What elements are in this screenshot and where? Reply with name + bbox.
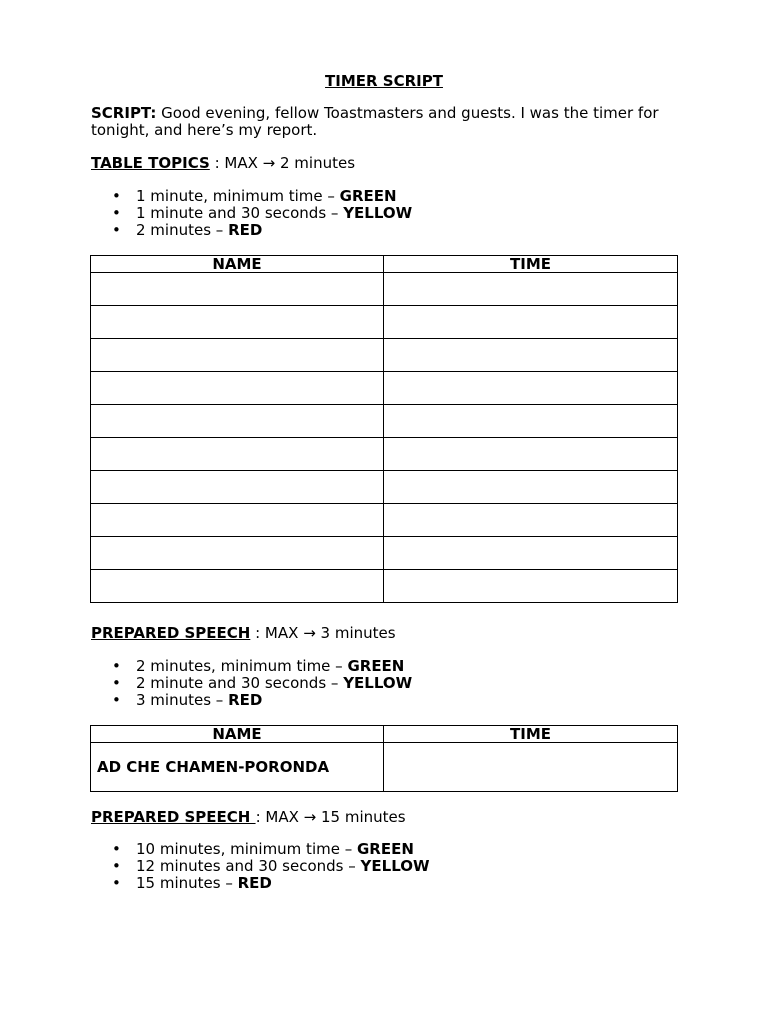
- color-label: RED: [228, 221, 263, 239]
- bullet-list-table-topics: [91, 188, 412, 239]
- bullet-text: 15 minutes –: [136, 874, 238, 892]
- table-row: [91, 306, 678, 339]
- bullet-icon: •: [112, 204, 121, 222]
- time-cell[interactable]: [384, 339, 678, 372]
- table-row: [91, 504, 678, 537]
- name-cell[interactable]: [91, 405, 384, 438]
- bullet-icon: •: [112, 221, 121, 239]
- name-cell[interactable]: [91, 438, 384, 471]
- color-label: RED: [228, 691, 263, 709]
- table-row: [91, 339, 678, 372]
- section-heading-table-topics: [91, 155, 691, 172]
- arrow-icon: →: [303, 808, 317, 826]
- list-item: [91, 692, 412, 709]
- time-cell[interactable]: [384, 537, 678, 570]
- page-title: TIMER SCRIPT: [325, 72, 443, 90]
- list-item: [91, 222, 412, 239]
- column-header-time: TIME: [384, 726, 678, 743]
- limit-value: 3 minutes: [315, 624, 396, 642]
- bullet-icon: •: [112, 840, 121, 858]
- table-topics-table: [90, 255, 678, 603]
- name-cell[interactable]: [91, 306, 384, 339]
- color-label: GREEN: [347, 657, 405, 675]
- bullet-text: 3 minutes –: [136, 691, 229, 709]
- section-title: PREPARED SPEECH: [91, 808, 256, 826]
- name-cell[interactable]: [91, 471, 384, 504]
- name-cell[interactable]: AD CHE CHAMEN-PORONDA: [91, 743, 384, 792]
- list-item: [91, 205, 412, 222]
- column-header-name: NAME: [91, 256, 384, 273]
- section-title: TABLE TOPICS: [91, 154, 210, 172]
- time-cell[interactable]: [384, 504, 678, 537]
- table-row: [91, 405, 678, 438]
- color-label: YELLOW: [343, 204, 413, 222]
- name-cell[interactable]: [91, 504, 384, 537]
- section-heading-prepared-speech-1: [91, 625, 691, 642]
- limit-value: 15 minutes: [316, 808, 406, 826]
- bullet-icon: •: [112, 874, 121, 892]
- arrow-icon: →: [262, 154, 276, 172]
- bullet-icon: •: [112, 857, 121, 875]
- arrow-icon: →: [303, 624, 316, 642]
- table-row: [91, 438, 678, 471]
- section-title: PREPARED SPEECH: [91, 624, 251, 642]
- name-cell[interactable]: [91, 273, 384, 306]
- table-row: [91, 372, 678, 405]
- table-header-row: [91, 256, 678, 273]
- table-row: [91, 537, 678, 570]
- color-label: YELLOW: [360, 857, 430, 875]
- limit-prefix: : MAX: [255, 808, 304, 826]
- list-item: [91, 858, 430, 875]
- table-row: [91, 570, 678, 603]
- color-label: GREEN: [339, 187, 397, 205]
- bullet-text: 2 minutes, minimum time –: [136, 657, 348, 675]
- script-paragraph: [91, 105, 691, 139]
- limit-prefix: : MAX: [250, 624, 304, 642]
- script-label: SCRIPT:: [91, 104, 157, 122]
- table-header-row: [91, 726, 678, 743]
- bullet-text: 12 minutes and 30 seconds –: [136, 857, 361, 875]
- time-cell[interactable]: [384, 570, 678, 603]
- bullet-text: 1 minute and 30 seconds –: [136, 204, 344, 222]
- color-label: GREEN: [357, 840, 414, 858]
- prepared-speech-table: [90, 725, 678, 792]
- color-label: RED: [237, 874, 272, 892]
- list-item: [91, 188, 412, 205]
- script-text: Good evening, fellow Toastmasters and guests. I was the timer for tonight, and here’s my report.: [91, 104, 659, 139]
- table-row: [91, 273, 678, 306]
- table-row: [91, 743, 678, 792]
- bullet-text: 10 minutes, minimum time –: [136, 840, 357, 858]
- list-item: [91, 875, 430, 892]
- column-header-name: NAME: [91, 726, 384, 743]
- list-item: [91, 675, 412, 692]
- bullet-text: 2 minute and 30 seconds –: [136, 674, 344, 692]
- time-cell[interactable]: [384, 405, 678, 438]
- list-item: [91, 658, 412, 675]
- limit-prefix: : MAX: [209, 154, 263, 172]
- name-cell[interactable]: [91, 372, 384, 405]
- time-cell[interactable]: [384, 471, 678, 504]
- time-cell[interactable]: [384, 743, 678, 792]
- list-item: [91, 841, 430, 858]
- bullet-list-prepared-speech-2: [91, 841, 430, 892]
- name-cell[interactable]: [91, 339, 384, 372]
- color-label: YELLOW: [343, 674, 413, 692]
- name-cell[interactable]: [91, 570, 384, 603]
- bullet-icon: •: [112, 674, 121, 692]
- time-cell[interactable]: [384, 438, 678, 471]
- limit-value: 2 minutes: [275, 154, 356, 172]
- time-cell[interactable]: [384, 372, 678, 405]
- time-cell[interactable]: [384, 273, 678, 306]
- table-row: [91, 471, 678, 504]
- bullet-icon: •: [112, 187, 121, 205]
- bullet-text: 1 minute, minimum time –: [136, 187, 340, 205]
- bullet-icon: •: [112, 657, 121, 675]
- column-header-time: TIME: [384, 256, 678, 273]
- bullet-text: 2 minutes –: [136, 221, 229, 239]
- time-cell[interactable]: [384, 306, 678, 339]
- bullet-icon: •: [112, 691, 121, 709]
- bullet-list-prepared-speech-1: [91, 658, 412, 709]
- section-heading-prepared-speech-2: [91, 809, 691, 826]
- name-cell[interactable]: [91, 537, 384, 570]
